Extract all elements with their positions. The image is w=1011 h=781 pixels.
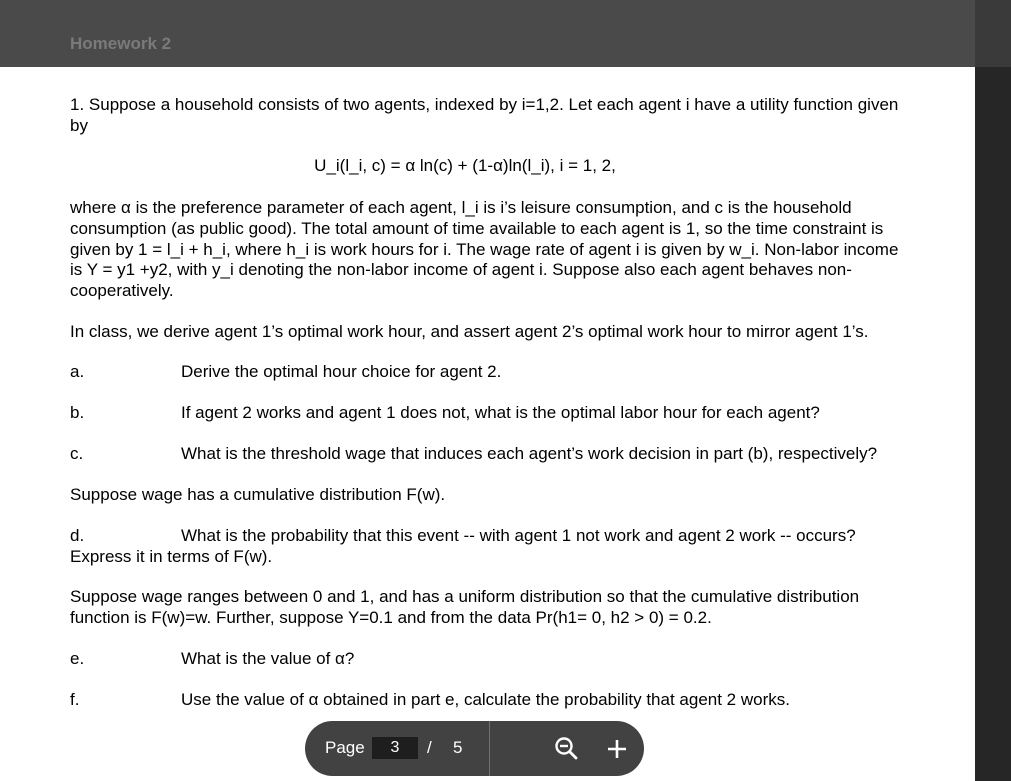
question-description: where α is the preference parameter of each agent, l_i is i’s leisure consumption, and c is the household consumption (as public good). The total amount of time available to each agent is 1, so the time constraint is given by 1 = l_i + h_i, where h_i is work hours for i. The wage rate of agent i is given by w_i. Non-labor income is Y = y1 +y2, with y_i denoting the non-labor income of agent i. Suppose also each agent behaves non-cooperatively. [70, 198, 899, 300]
zoom-in-icon [603, 735, 631, 763]
page-toolbar [305, 721, 644, 776]
document-title: Homework 2 [70, 34, 172, 53]
part-a [70, 362, 900, 383]
part-text: If agent 2 works and agent 1 does not, what is the optimal labor hour for each agent? [181, 403, 820, 423]
part-letter: b. [70, 403, 85, 423]
zoom-in-button[interactable] [603, 735, 631, 763]
utility-formula: U_i(l_i, c) = α ln(c) + (1-α)ln(l_i), i = 1, 2, [314, 156, 616, 176]
page-label: Page [325, 738, 365, 757]
part-text: What is the threshold wage that induces each agent’s work decision in part (b), respectively? [181, 444, 878, 464]
part-letter: a. [70, 362, 85, 382]
part-text: What is the probability that this event -- with agent 1 not work and agent 2 work -- occurs? Express it in terms of F(w). [70, 526, 856, 566]
part-letter: d. [70, 526, 85, 546]
part-letter: f. [70, 689, 80, 709]
part-letter: c. [70, 444, 84, 464]
question-intro: 1. Suppose a household consists of two agents, indexed by i=1,2. Let each agent i have a utility function given by [70, 95, 899, 135]
page-number-input[interactable] [372, 737, 418, 759]
scrollbar-header-area [975, 0, 1011, 67]
toolbar-divider [489, 721, 490, 776]
part-text: What is the value of α? [181, 648, 355, 668]
part-e [70, 649, 900, 670]
part-b [70, 403, 900, 424]
part-f [70, 690, 900, 711]
page-content [70, 95, 900, 731]
zoom-out-button[interactable] [553, 735, 581, 763]
part-letter: e. [70, 648, 85, 668]
part-d [70, 526, 900, 567]
page-separator: / [427, 738, 432, 757]
class-note: In class, we derive agent 1’s optimal work hour, and assert agent 2’s optimal work hour to mirror agent 1’s. [70, 321, 869, 341]
zoom-out-icon [553, 735, 581, 763]
total-pages: 5 [453, 738, 463, 757]
scrollbar-track[interactable] [975, 67, 1011, 781]
part-text: Use the value of α obtained in part e, calculate the probability that agent 2 works. [181, 689, 790, 709]
wage-distribution-note: Suppose wage has a cumulative distribution F(w). [70, 485, 446, 505]
page-header [0, 0, 975, 67]
uniform-distribution-note: Suppose wage ranges between 0 and 1, and has a uniform distribution so that the cumulative distribution function is F(w)=w. Further, suppose Y=0.1 and from the data Pr(h1= 0, h2 > 0) = 0.2. [70, 587, 860, 628]
part-text: Derive the optimal hour choice for agent 2. [181, 362, 502, 382]
part-c [70, 444, 900, 465]
